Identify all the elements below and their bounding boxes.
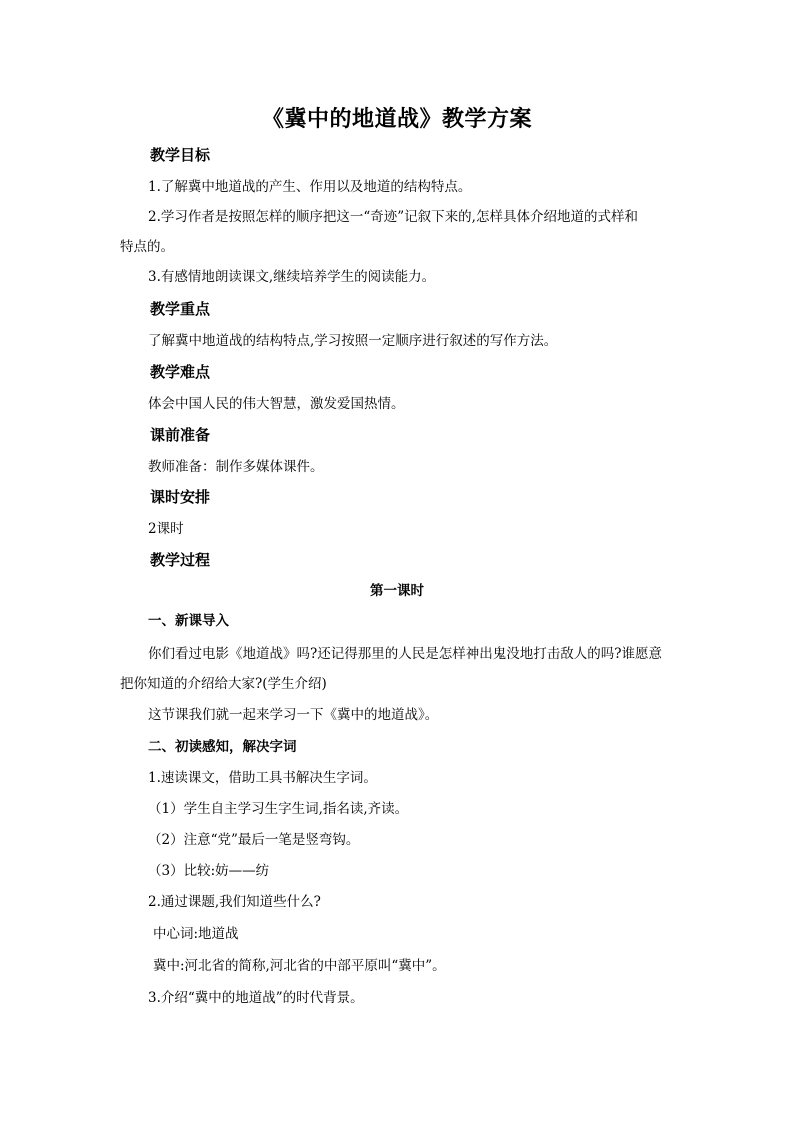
- part2-step-1: 1.速读课文，借助工具书解决生字词。: [148, 770, 377, 786]
- heading-teaching-focus: 教学重点: [150, 300, 211, 318]
- part2-step-3: 3.介绍“冀中的地道战”的时代背景。: [148, 990, 364, 1006]
- goal-item-3: 3.有感情地朗读课文,继续培养学生的阅读能力。: [148, 269, 436, 285]
- goal-item-2-line-1: 2.学习作者是按照怎样的顺序把这一“奇迹”记叙下来的,怎样具体介绍地道的式样和: [148, 209, 638, 225]
- document-title: 《冀中的地道战》教学方案: [261, 106, 532, 132]
- part2-step-2: 2.通过课题,我们知道些什么?: [148, 894, 321, 910]
- part2-heading: 二、初读感知，解决字词: [148, 739, 297, 755]
- part2-step-1b: （2）注意“党”最后一笔是竖弯钩。: [148, 832, 360, 848]
- part2-step-1a: （1）学生自主学习生字生词,指名读,齐读。: [148, 801, 409, 817]
- heading-teaching-goals: 教学目标: [150, 146, 211, 164]
- part1-para1-line-1: 你们看过电影《地道战》吗?还记得那里的人民是怎样神出鬼没地打击敌人的吗?谁愿意: [148, 646, 662, 662]
- focus-text: 了解冀中地道战的结构特点,学习按照一定顺序进行叙述的写作方法。: [148, 333, 558, 349]
- heading-class-schedule: 课时安排: [150, 488, 211, 506]
- heading-teaching-difficulty: 教学难点: [150, 363, 211, 381]
- part1-para2: 这节课我们就一起来学习一下《冀中的地道战》。: [148, 707, 439, 723]
- part1-heading: 一、新课导入: [148, 613, 229, 629]
- goal-item-2-line-2: 特点的。: [120, 239, 174, 255]
- prep-text: 教师准备：制作多媒体课件。: [148, 459, 324, 475]
- lesson-label: 第一课时: [370, 583, 424, 599]
- part2-step-1c: （3）比较:妨——纺: [148, 863, 270, 879]
- heading-teaching-process: 教学过程: [150, 551, 211, 569]
- goal-item-1: 1.了解冀中地道战的产生、作用以及地道的结构特点。: [148, 179, 472, 195]
- heading-class-prep: 课前准备: [150, 426, 211, 444]
- difficulty-text: 体会中国人民的伟大智慧，激发爱国热情。: [148, 396, 405, 412]
- part1-para1-line-2: 把你知道的介绍给大家?(学生介绍): [120, 676, 327, 692]
- part2-step-2a: 中心词:地道战: [153, 926, 239, 942]
- schedule-text: 2课时: [148, 521, 184, 537]
- part2-step-2b: 冀中:河北省的简称,河北省的中部平原叫“冀中”。: [153, 958, 446, 974]
